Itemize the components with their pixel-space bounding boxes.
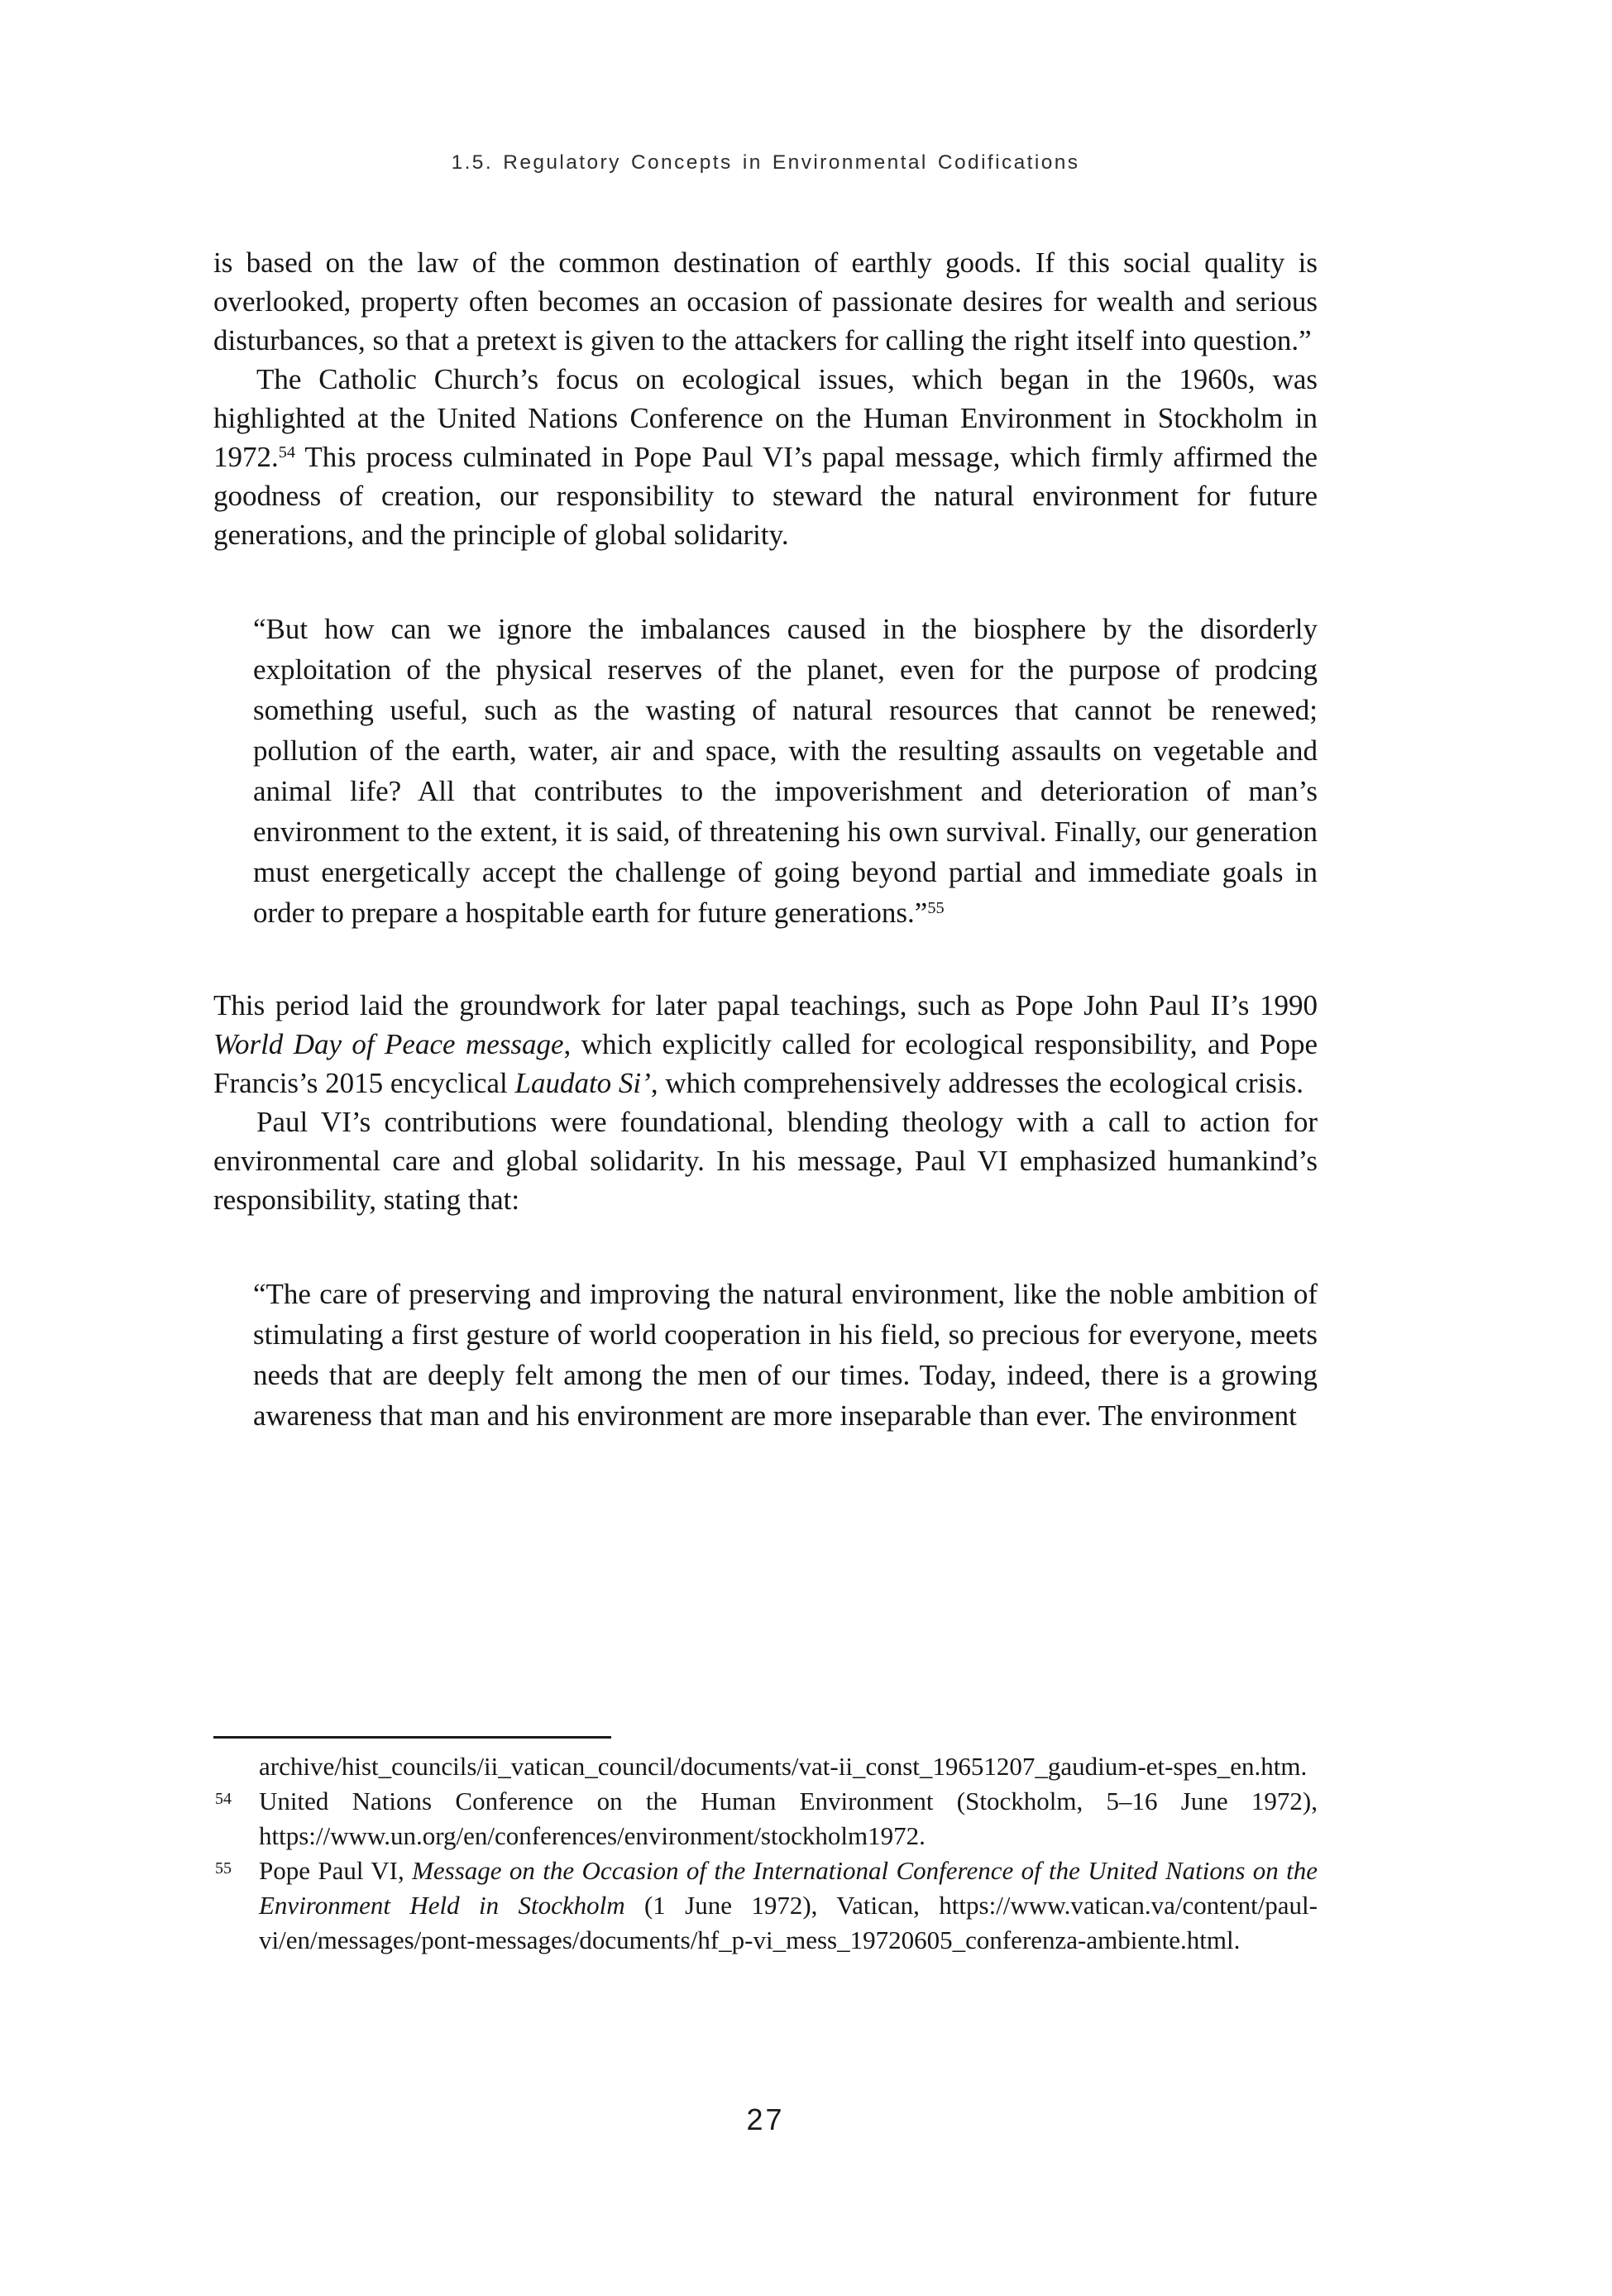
- paragraph: [213, 360, 1318, 554]
- page-number: 27: [746, 2102, 785, 2136]
- text-run: This period laid the groundwork for later papal teachings, such as Pope John Paul II’s 1990: [213, 989, 1318, 1021]
- italic-text: Laudato Si’: [514, 1067, 651, 1099]
- text-column: [213, 243, 1318, 1489]
- text-run: , which comprehensively addresses the ecological crisis.: [650, 1067, 1304, 1099]
- footnote-reference: 54: [278, 442, 296, 462]
- text-run: , which explicitly called for ecological responsibility, and Pope Francis’s 2015 encyclical: [213, 1028, 1318, 1099]
- text-run: “The care of preserving and improving the natural environment, like the noble ambition of stimulating a first gesture of world cooperation in his field, so precious for everyone, meets needs that are deeply felt among the men of our times. Today, indeed, there is a growing awareness that man and his environment are more inseparable than ever. The environment: [253, 1278, 1318, 1432]
- footnote-reference: 55: [927, 898, 945, 917]
- text-run: United Nations Conference on the Human Environment (Stockholm, 5–16 June 1972), https://www.un.org/en/conferences/environment/stockholm1972.: [259, 1787, 1318, 1850]
- footnotes-section: [213, 1736, 1318, 1958]
- footnote: [213, 1784, 1318, 1854]
- text-run: Paul VI’s contributions were foundational, blending theology with a call to action for environmental care and global solidarity. In his message, Paul VI emphasized humankind’s responsibility, stating that:: [213, 1106, 1318, 1216]
- running-header: 1.5. Regulatory Concepts in Environmental Codifications: [451, 151, 1080, 174]
- blockquote: [253, 609, 1318, 933]
- footnote-number: 55: [215, 1859, 232, 1877]
- text-run: The Catholic Church’s focus on ecological issues, which began in the 1960s, was highlighted at the United Nations Conference on the Human Environment in Stockholm in 1972.: [213, 363, 1318, 473]
- text-run: “But how can we ignore the imbalances caused in the biosphere by the disorderly exploitation of the physical reserves of the planet, even for the purpose of prodcing something useful, such as the wasting of natural resources that cannot be renewed; pollution of the earth, water, air and space, with the resulting assaults on vegetable and animal life? All that contributes to the impoverishment and deterioration of man’s environment to the extent, it is said, of threatening his own survival. Finally, our generation must energetically accept the challenge of going beyond partial and immediate goals in order to prepare a hospitable earth for future generations.”: [253, 613, 1318, 929]
- footnote-number: 54: [215, 1790, 232, 1808]
- italic-text: Message on the Occasion of the International Conference of the United Nations on the Environment Held in Stockholm: [259, 1856, 1318, 1920]
- text-run: archive/hist_councils/ii_vatican_council/documents/vat-ii_const_19651207_gaudium-et-spes_en.htm.: [259, 1752, 1308, 1781]
- footnote-list: [213, 1749, 1318, 1958]
- footnote: [213, 1749, 1318, 1784]
- blockquote: [253, 1274, 1318, 1436]
- italic-text: World Day of Peace message: [213, 1028, 564, 1060]
- footnote: [213, 1854, 1318, 1958]
- text-run: is based on the law of the common destination of earthly goods. If this social quality is overlooked, property often becomes an occasion of passionate desires for wealth and serious disturbances, so that a pretext is given to the attackers for calling the right itself into question.”: [213, 246, 1318, 356]
- paragraph: [213, 1103, 1318, 1219]
- paragraph: [213, 986, 1318, 1103]
- paragraph: [213, 243, 1318, 360]
- footnote-divider: [213, 1736, 611, 1739]
- text-run: (1 June 1972), Vatican, https://www.vatican.va/content/paul-vi/en/messages/pont-messages/documents/hf_p-vi_mess_19720605_conferenza-ambiente.html.: [259, 1891, 1318, 1954]
- text-run: Pope Paul VI,: [259, 1856, 413, 1885]
- text-run: This process culminated in Pope Paul VI’s papal message, which firmly affirmed the goodness of creation, our responsibility to steward the natural environment for future generations, and the principle of global solidarity.: [213, 441, 1318, 551]
